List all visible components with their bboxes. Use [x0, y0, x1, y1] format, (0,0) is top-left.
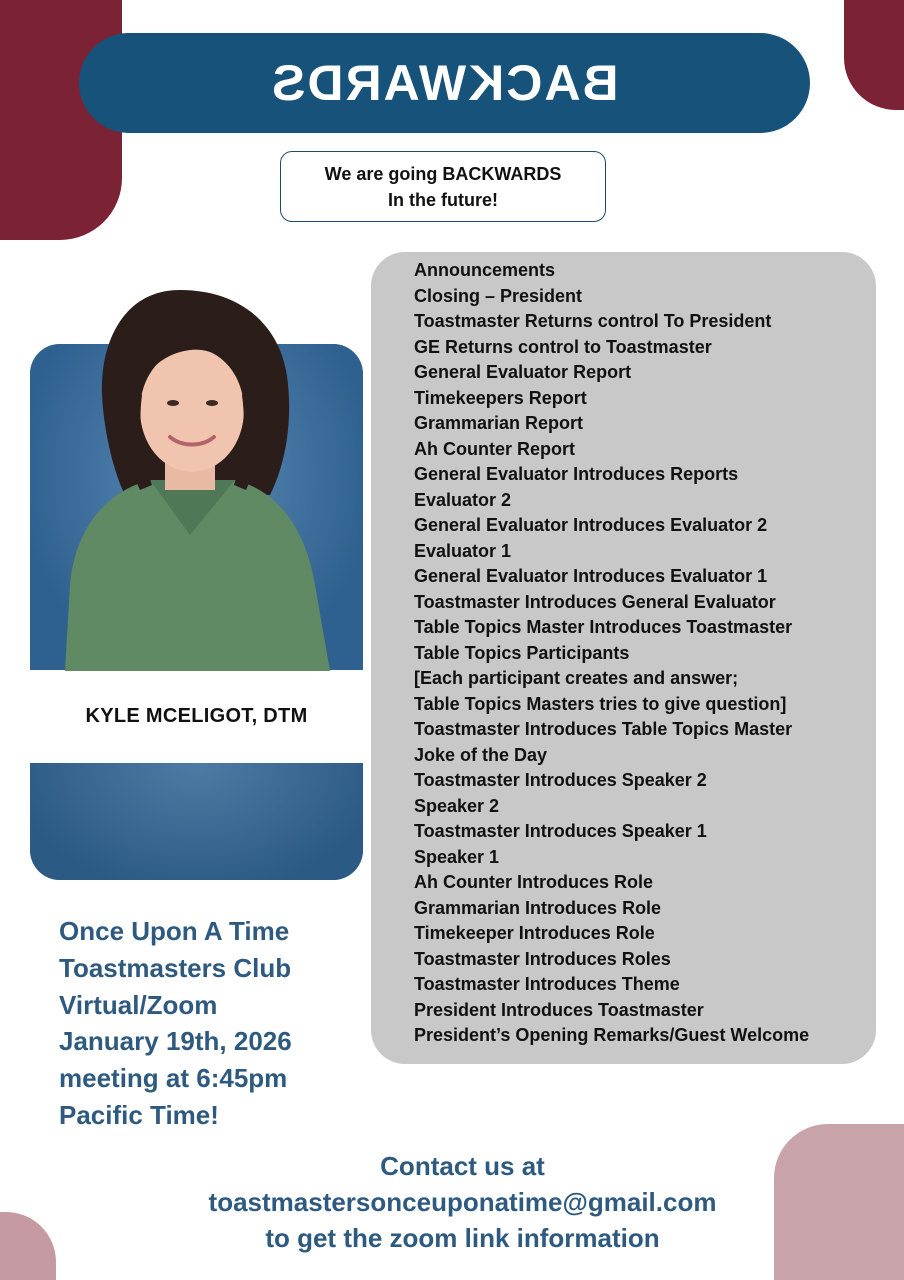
agenda-item: Speaker 2: [414, 795, 500, 816]
agenda-item: General Evaluator Report: [414, 362, 632, 382]
agenda-item: Toastmaster Introduces Roles: [414, 948, 671, 969]
speaker-portrait: [30, 285, 363, 671]
contact-email[interactable]: toastmastersonceuponatime@gmail.com: [208, 1187, 717, 1217]
agenda-item: General Evaluator Introduces Evaluator 2: [414, 515, 768, 535]
agenda-item: Toastmaster Introduces Speaker 1: [414, 821, 707, 841]
corner-decoration-bottom-left: [0, 1212, 56, 1280]
agenda-item: Evaluator 2: [414, 489, 512, 510]
tagline-line-1: We are going BACKWARDS: [324, 163, 562, 184]
contact-info: [120, 1148, 805, 1256]
agenda-item: Grammarian Introduces Role: [414, 897, 662, 918]
photo-panel-bottom: [30, 763, 363, 880]
agenda-item: Toastmaster Introduces Table Topics Master: [414, 719, 793, 739]
agenda-item: General Evaluator Introduces Reports: [414, 464, 739, 484]
meeting-timezone: Pacific Time!: [59, 1099, 219, 1130]
agenda-item: Joke of the Day: [414, 744, 548, 765]
agenda-item: Table Topics Participants: [414, 642, 630, 663]
agenda-item: President Introduces Toastmaster: [414, 999, 704, 1020]
meeting-date: January 19th, 2026: [59, 1026, 292, 1057]
agenda-item: Table Topics Master Introduces Toastmaster: [414, 617, 793, 637]
agenda-item: Toastmaster Returns control To President: [414, 311, 772, 331]
agenda-item: Toastmaster Introduces General Evaluator: [414, 591, 776, 612]
agenda-item: Ah Counter Introduces Role: [414, 872, 654, 892]
agenda-item: Table Topics Masters tries to give question]: [414, 693, 787, 714]
speaker-name-band: [30, 670, 363, 763]
agenda-item: GE Returns control to Toastmaster: [414, 336, 712, 357]
agenda-item: General Evaluator Introduces Evaluator 1: [414, 566, 768, 586]
agenda-item: Announcements: [414, 260, 556, 280]
tagline-line-2: In the future!: [388, 189, 498, 210]
corner-decoration-top-right: [844, 0, 904, 110]
agenda-item: Timekeepers Report: [414, 387, 587, 408]
club-meeting-info: [59, 913, 292, 1134]
agenda-item: Toastmaster Introduces Speaker 2: [414, 770, 707, 790]
agenda-item: Timekeeper Introduces Role: [414, 923, 655, 943]
meeting-time: meeting at 6:45pm: [59, 1063, 288, 1094]
agenda-item: President’s Opening Remarks/Guest Welcome: [414, 1025, 810, 1045]
agenda-item: Evaluator 1: [414, 540, 512, 561]
contact-purpose: to get the zoom link information: [265, 1223, 660, 1253]
agenda-item: Ah Counter Report: [414, 438, 575, 459]
agenda-list: [414, 258, 809, 1049]
contact-intro: Contact us at: [380, 1151, 545, 1181]
speaker-name: KYLE MCELIGOT, DTM: [85, 705, 308, 727]
club-name-line-2: Toastmasters Club: [59, 952, 292, 983]
title-banner: [79, 33, 810, 133]
agenda-item: [Each participant creates and answer;: [414, 668, 739, 688]
agenda-item: Toastmaster Introduces Theme: [414, 974, 680, 994]
club-name-line-1: Once Upon A Time: [59, 916, 290, 946]
banner-title-mirrored: BACKWARDS: [270, 55, 619, 111]
meeting-format: Virtual/Zoom: [59, 989, 218, 1020]
agenda-item: Speaker 1: [414, 846, 500, 867]
tagline-box: [280, 151, 606, 222]
agenda-item: Closing – President: [414, 285, 583, 306]
agenda-item: Grammarian Report: [414, 413, 584, 433]
